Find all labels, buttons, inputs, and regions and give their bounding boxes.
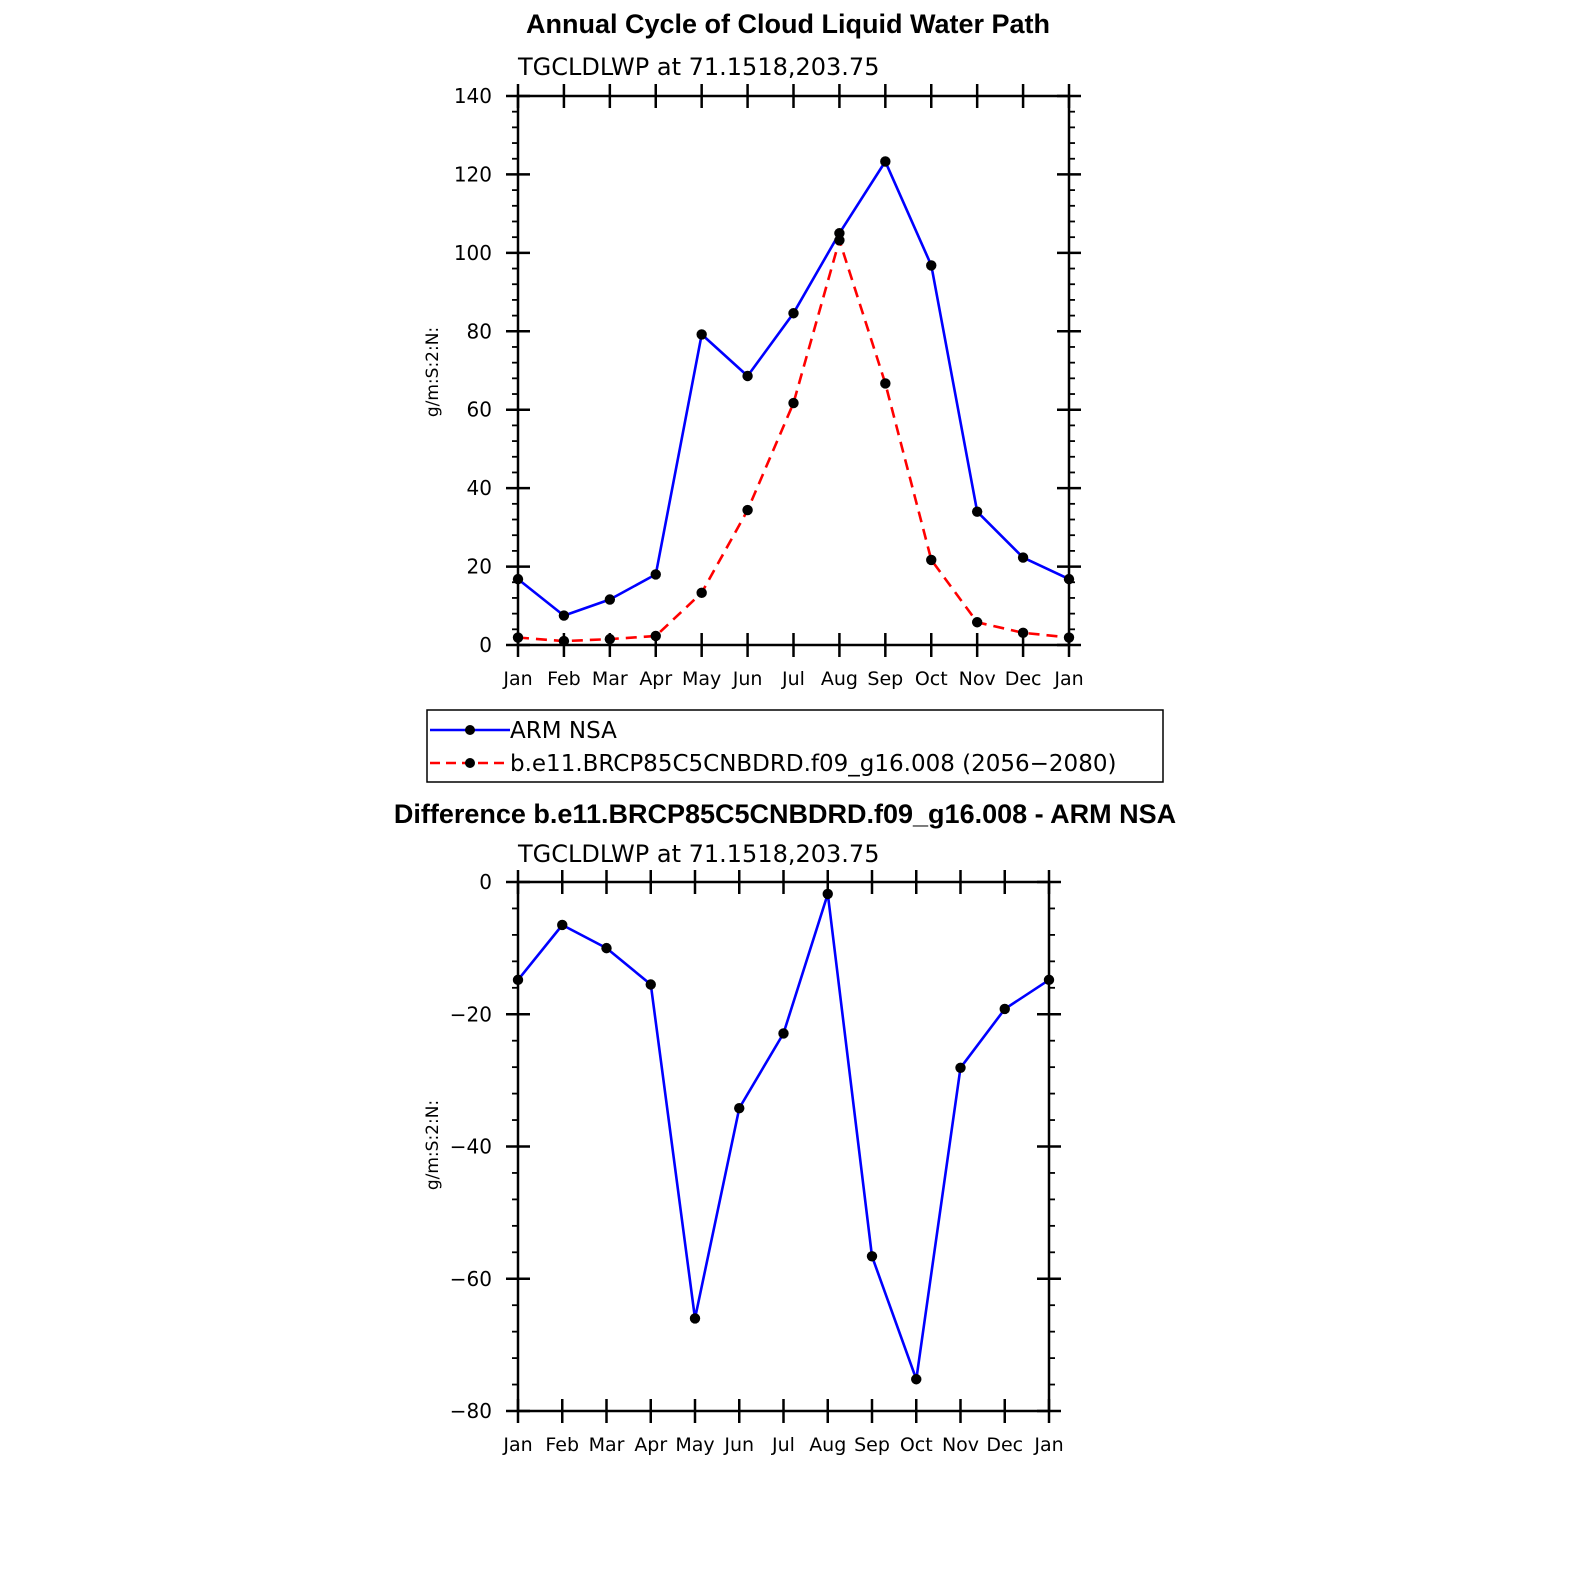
data-point	[823, 889, 833, 899]
data-point	[788, 398, 798, 408]
data-point	[651, 631, 661, 641]
data-point	[926, 260, 936, 270]
data-point	[867, 1251, 877, 1261]
x-tick-label: May	[682, 668, 722, 690]
y-axis-label: g/m:S:2:N:	[423, 1099, 443, 1191]
x-tick-label: Sep	[867, 668, 904, 690]
y-tick-label: 80	[466, 319, 492, 344]
data-point	[926, 555, 936, 565]
data-point	[696, 329, 706, 339]
data-point	[972, 506, 982, 516]
data-point	[1018, 552, 1028, 562]
x-tick-label: Jul	[782, 668, 805, 690]
y-tick-label: 0	[479, 870, 492, 894]
y-tick-label: 20	[466, 554, 492, 579]
chart-title: Difference b.e11.BRCP85C5CNBDRD.f09_g16.008 - ARM NSA	[393, 799, 1177, 829]
data-point	[513, 975, 523, 985]
data-point	[742, 505, 752, 515]
data-point	[557, 920, 567, 930]
axis-ticks	[506, 870, 1061, 1423]
x-tick-label: Feb	[547, 668, 581, 690]
x-tick-label: Sep	[854, 1434, 890, 1456]
data-point	[1000, 1004, 1010, 1014]
series-layer	[513, 889, 1054, 1385]
y-tick-labels	[454, 84, 492, 657]
x-tick-label: Jan	[1034, 1434, 1064, 1456]
x-tick-label: Aug	[809, 1434, 847, 1456]
data-point	[696, 588, 706, 598]
x-tick-label: Nov	[941, 1434, 980, 1456]
x-tick-label: Oct	[899, 1434, 933, 1456]
y-tick-label: −60	[449, 1266, 492, 1291]
y-axis-label: g/m:S:2:N:	[423, 326, 443, 418]
x-tick-label: Feb	[545, 1434, 580, 1456]
x-tick-label: Jan	[1054, 668, 1084, 690]
data-point	[1064, 574, 1074, 584]
data-point	[880, 378, 890, 388]
data-point	[605, 634, 615, 644]
data-point	[1064, 632, 1074, 642]
data-point	[955, 1063, 965, 1073]
data-point	[778, 1028, 788, 1038]
x-tick-labels	[502, 1434, 1063, 1456]
chart-subtitle: TGCLDLWP at 71.1518,203.75	[518, 53, 880, 81]
y-tick-label: 120	[453, 162, 492, 187]
data-point	[788, 308, 798, 318]
series-line-0	[518, 162, 1069, 616]
x-tick-label: Apr	[639, 668, 673, 690]
axis-ticks	[506, 84, 1081, 657]
y-tick-label: −20	[449, 1002, 492, 1027]
x-tick-label: Dec	[1004, 668, 1042, 690]
x-tick-label: Oct	[914, 668, 948, 690]
series-line-0	[518, 894, 1049, 1379]
data-point	[651, 569, 661, 579]
data-point	[911, 1374, 921, 1384]
legend-entry-model	[430, 751, 1116, 777]
data-point	[646, 979, 656, 989]
legend-marker-model	[465, 758, 475, 768]
y-tick-label: 100	[453, 240, 492, 265]
y-tick-label: 60	[466, 397, 492, 422]
x-tick-label: Aug	[820, 668, 858, 690]
legend	[427, 710, 1163, 782]
y-tick-label: 0	[479, 633, 492, 657]
plot-frame	[518, 96, 1069, 645]
x-tick-label: Mar	[588, 1434, 625, 1456]
data-point	[834, 235, 844, 245]
data-point	[605, 594, 615, 604]
y-tick-labels	[450, 870, 492, 1423]
data-point	[742, 371, 752, 381]
data-point	[1018, 628, 1028, 638]
x-tick-label: Mar	[591, 668, 628, 690]
y-tick-label: 140	[453, 84, 492, 108]
data-point	[601, 943, 611, 953]
legend-marker-arm	[465, 725, 475, 735]
data-point	[972, 617, 982, 627]
x-tick-labels	[502, 668, 1083, 690]
y-tick-label: 40	[466, 476, 492, 501]
data-point	[1044, 975, 1054, 985]
legend-label-model: b.e11.BRCP85C5CNBDRD.f09_g16.008 (2056−2080)	[510, 751, 1117, 777]
data-point	[513, 632, 523, 642]
y-tick-label: −40	[449, 1134, 492, 1159]
annual-cycle-chart	[423, 9, 1163, 782]
series-layer	[513, 156, 1074, 646]
data-point	[559, 636, 569, 646]
data-point	[559, 610, 569, 620]
x-tick-label: Dec	[986, 1434, 1024, 1456]
data-point	[880, 156, 890, 166]
x-tick-label: Apr	[634, 1434, 668, 1456]
data-point	[513, 574, 523, 584]
y-tick-label: −80	[449, 1399, 492, 1423]
x-tick-label: Jan	[503, 1434, 533, 1456]
difference-chart	[394, 799, 1176, 1456]
legend-label-arm: ARM NSA	[510, 718, 617, 744]
x-tick-label: Jun	[732, 668, 763, 690]
x-tick-label: Jan	[503, 668, 533, 690]
x-tick-label: Jun	[724, 1434, 755, 1456]
chart-subtitle: TGCLDLWP at 71.1518,203.75	[518, 840, 880, 868]
data-point	[734, 1103, 744, 1113]
chart-title: Annual Cycle of Cloud Liquid Water Path	[525, 9, 1051, 39]
plot-frame	[518, 882, 1049, 1411]
x-tick-label: Jul	[772, 1434, 795, 1456]
x-tick-label: Nov	[958, 668, 996, 690]
series-line-1	[518, 240, 1069, 641]
x-tick-label: May	[675, 1434, 715, 1456]
data-point	[690, 1313, 700, 1323]
